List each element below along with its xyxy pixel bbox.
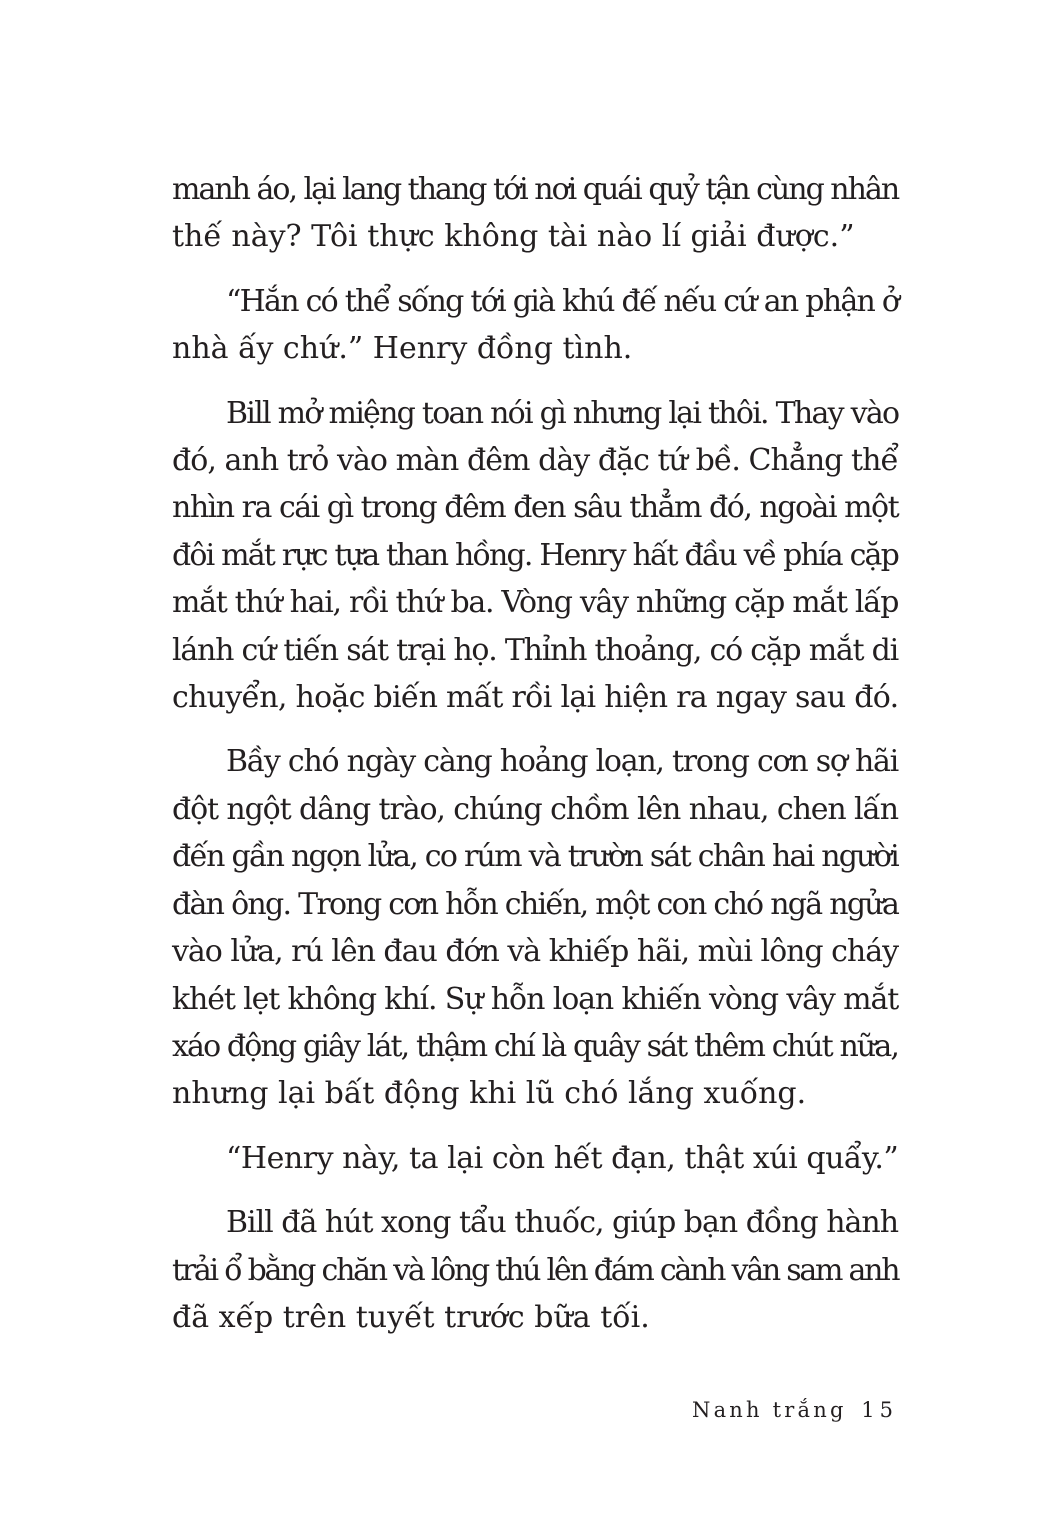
text-line: chuyển, hoặc biến mất rồi lại hiện ra ngay sau đó. xyxy=(172,680,899,716)
text-line: trải ổ bằng chăn và lông thú lên đám cành vân sam anh xyxy=(172,1252,899,1288)
text-line: thế này? Tôi thực không tài nào lí giải được.” xyxy=(172,219,855,255)
page-number: 15 xyxy=(861,1398,898,1422)
paragraph xyxy=(172,1199,898,1341)
text-line: Bill đã hút xong tẩu thuốc, giúp bạn đồng hành xyxy=(226,1205,898,1241)
text-line: manh áo, lại lang thang tới nơi quái quỷ tận cùng nhân xyxy=(172,172,899,207)
text-line: đã xếp trên tuyết trước bữa tối. xyxy=(172,1299,650,1335)
paragraph xyxy=(172,390,898,722)
text-line: Bill mở miệng toan nói gì nhưng lại thôi. Thay vào xyxy=(226,395,899,431)
paragraph xyxy=(172,278,898,373)
page-footer xyxy=(600,1398,898,1432)
paragraph xyxy=(172,738,898,1117)
text-line: Bầy chó ngày càng hoảng loạn, trong cơn sợ hãi xyxy=(226,744,898,780)
text-line: đôi mắt rực tựa than hồng. Henry hất đầu về phía cặp xyxy=(172,537,898,573)
running-title: Nanh trắng xyxy=(692,1398,847,1422)
text-line: nhưng lại bất động khi lũ chó lắng xuống. xyxy=(172,1076,807,1112)
text-line: xáo động giây lát, thậm chí là quây sát thêm chút nữa, xyxy=(172,1028,899,1064)
text-line: đó, anh trỏ vào màn đêm dày đặc tứ bề. Chẳng thể xyxy=(172,443,898,479)
paragraph xyxy=(172,1135,898,1182)
text-line: mắt thứ hai, rồi thứ ba. Vòng vây những cặp mắt lấp xyxy=(172,585,899,621)
text-line: đột ngột dâng trào, chúng chồm lên nhau, chen lấn xyxy=(172,791,898,827)
text-line: vào lửa, rú lên đau đớn và khiếp hãi, mùi lông cháy xyxy=(172,934,898,970)
text-line: đến gần ngọn lửa, co rúm và trườn sát chân hai người xyxy=(172,839,898,875)
paragraph xyxy=(172,166,898,261)
body-text xyxy=(172,166,898,1341)
text-line: “Hắn có thể sống tới già khú đế nếu cứ an phận ở xyxy=(226,283,899,319)
text-line: nhà ấy chứ.” Henry đồng tình. xyxy=(172,331,633,367)
text-line: nhìn ra cái gì trong đêm đen sâu thẳm đó, ngoài một xyxy=(172,490,899,526)
text-line: lánh cứ tiến sát trại họ. Thỉnh thoảng, có cặp mắt di xyxy=(172,632,898,668)
text-line: “Henry này, ta lại còn hết đạn, thật xúi quẩy.” xyxy=(226,1140,899,1176)
text-line: khét lẹt không khí. Sự hỗn loạn khiến vòng vây mắt xyxy=(172,981,899,1017)
text-line: đàn ông. Trong cơn hỗn chiến, một con chó ngã ngửa xyxy=(172,886,899,922)
